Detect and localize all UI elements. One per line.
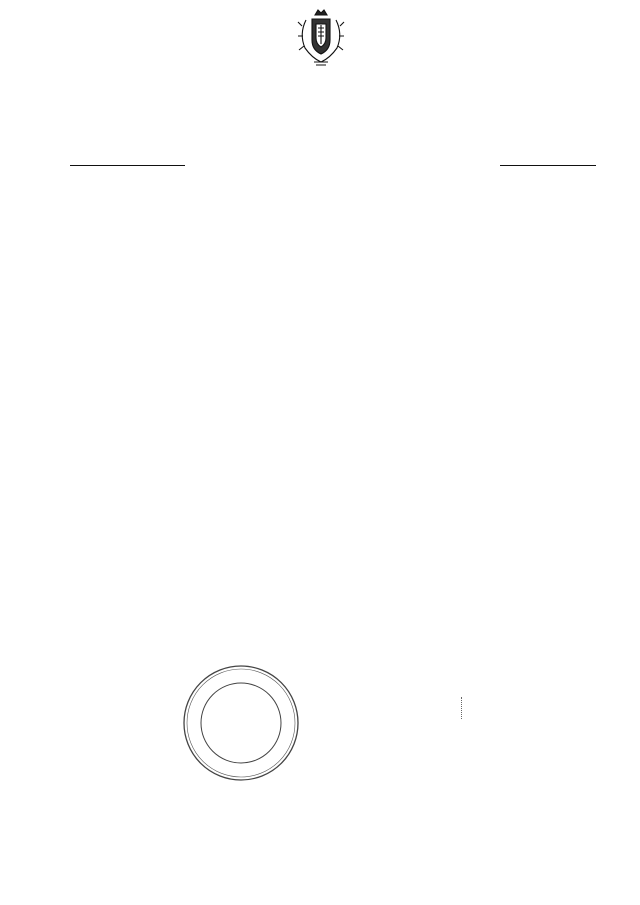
official-stamp xyxy=(181,663,301,783)
coat-of-arms-icon xyxy=(296,6,346,68)
signature-mark xyxy=(461,697,464,719)
number-underline xyxy=(500,165,596,166)
date-underline xyxy=(70,165,185,166)
